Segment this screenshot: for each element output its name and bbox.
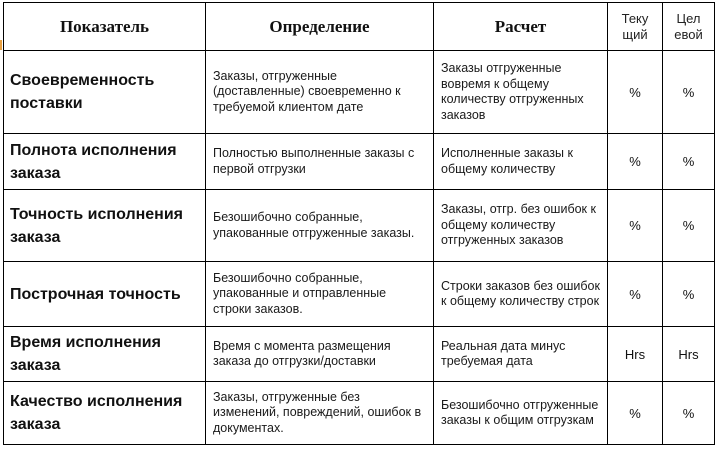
- calculation-cell: Заказы, отгр. без ошибок к общему количеству отгруженных заказов: [434, 190, 608, 262]
- header-row: [4, 3, 715, 51]
- table-row: [4, 51, 715, 134]
- indicator-cell: Время исполнения заказа: [4, 327, 206, 382]
- indicator-cell: Своевременность поставки: [4, 51, 206, 134]
- current-cell: %: [608, 382, 663, 445]
- table-row: [4, 190, 715, 262]
- target-cell: %: [663, 262, 715, 327]
- target-cell: %: [663, 382, 715, 445]
- table-row: [4, 382, 715, 445]
- calculation-cell: Реальная дата минус требуемая дата: [434, 327, 608, 382]
- definition-cell: Заказы, отгруженные без изменений, повреждений, ошибок в документах.: [206, 382, 434, 445]
- edge-mark: [0, 40, 2, 50]
- calculation-cell: Строки заказов без ошибок к общему количеству строк: [434, 262, 608, 327]
- header-definition: Определение: [206, 3, 434, 51]
- table-row: [4, 262, 715, 327]
- definition-cell: Заказы, отгруженные (доставленные) своевременно к требуемой клиентом дате: [206, 51, 434, 134]
- current-cell: %: [608, 134, 663, 190]
- indicator-cell: Полнота исполнения заказа: [4, 134, 206, 190]
- calculation-cell: Заказы отгруженные вовремя к общему количеству отгруженных заказов: [434, 51, 608, 134]
- target-cell: %: [663, 51, 715, 134]
- indicator-cell: Точность исполнения заказа: [4, 190, 206, 262]
- current-cell: %: [608, 262, 663, 327]
- calculation-cell: Безошибочно отгруженные заказы к общим отгрузкам: [434, 382, 608, 445]
- current-cell: %: [608, 190, 663, 262]
- indicator-cell: Построчная точность: [4, 262, 206, 327]
- header-current: Теку щий: [608, 3, 663, 51]
- definition-cell: Время с момента размещения заказа до отгрузки/доставки: [206, 327, 434, 382]
- header-calculation: Расчет: [434, 3, 608, 51]
- indicator-cell: Качество исполнения заказа: [4, 382, 206, 445]
- target-cell: Hrs: [663, 327, 715, 382]
- target-cell: %: [663, 134, 715, 190]
- target-cell: %: [663, 190, 715, 262]
- current-cell: %: [608, 51, 663, 134]
- calculation-cell: Исполненные заказы к общему количеству: [434, 134, 608, 190]
- kpi-table: [3, 2, 715, 445]
- header-indicator: Показатель: [4, 3, 206, 51]
- definition-cell: Безошибочно собранные, упакованные отгруженные заказы.: [206, 190, 434, 262]
- definition-cell: Полностью выполненные заказы с первой отгрузки: [206, 134, 434, 190]
- table-row: [4, 327, 715, 382]
- table-row: [4, 134, 715, 190]
- definition-cell: Безошибочно собранные, упакованные и отправленные строки заказов.: [206, 262, 434, 327]
- current-cell: Hrs: [608, 327, 663, 382]
- header-target: Цел евой: [663, 3, 715, 51]
